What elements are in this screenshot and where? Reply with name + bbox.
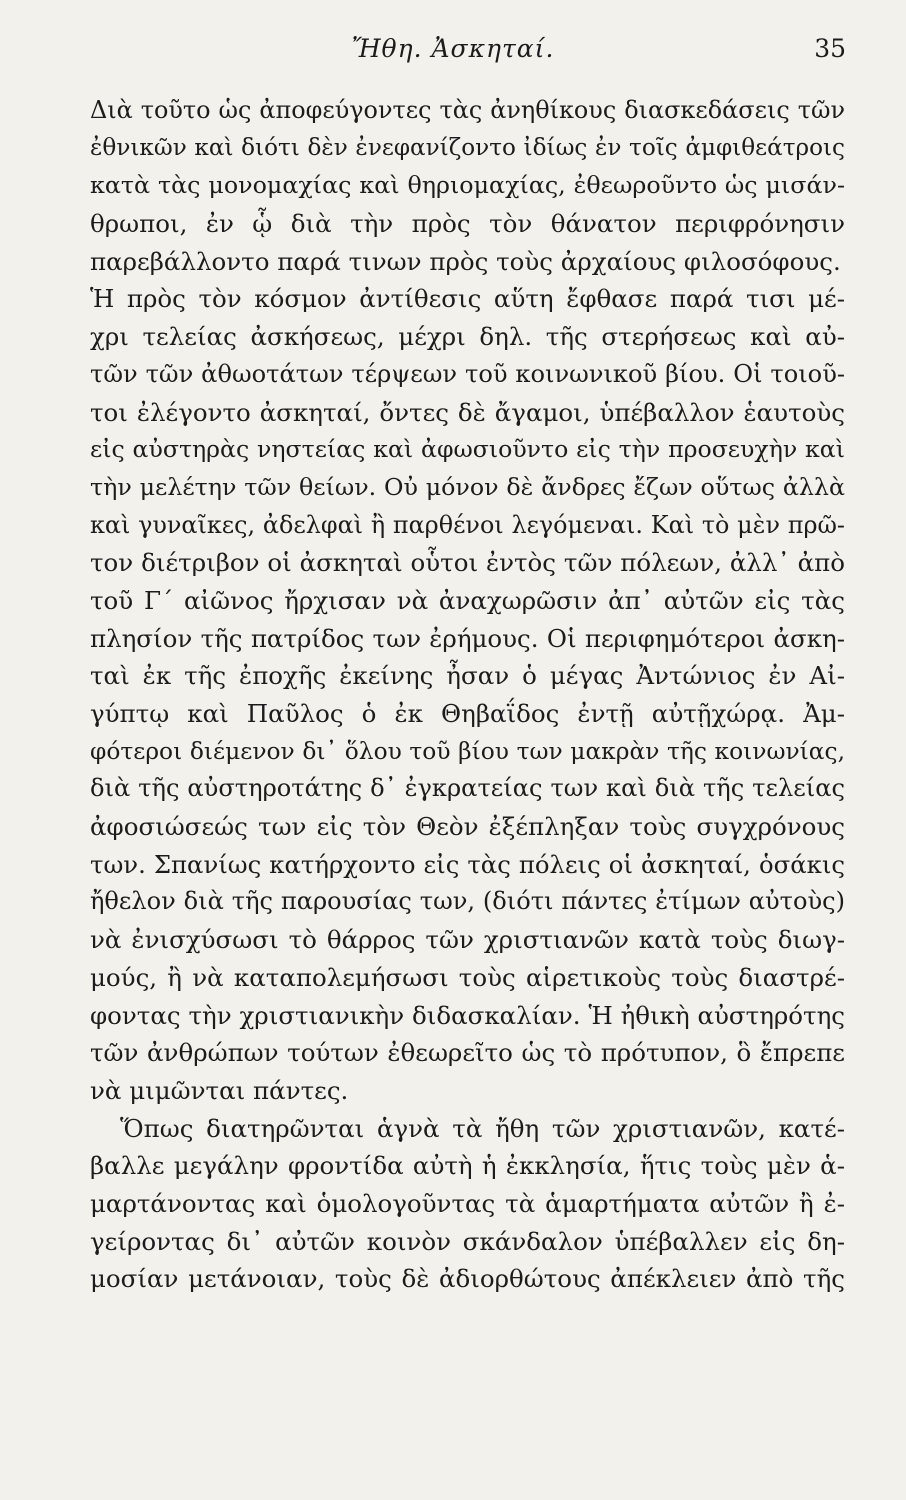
text-line: γύπτῳ καὶ Παῦλος ὁ ἐκ Θηβαΐδος ἐντῇ αὐτῇχώρᾳ. Ἀμ- [90, 699, 845, 728]
text-line: Ὅπως διατηρῶνται ἁγνὰ τὰ ἤθη τῶν χριστιανῶν, κατέ- [120, 1113, 845, 1143]
text-line: εἰς αὐστηρὰς νηστείας καὶ ἀφωσιοῦντο εἰς τὴν προσευχὴν καὶ [90, 435, 845, 464]
text-line: τον διέτριβον οἱ ἀσκηταὶ οὗτοι ἐντὸς τῶν πόλεων, ἀλλ᾽ ἀπὸ [90, 548, 845, 578]
text-line: τοῦ Γ´ αἰῶνος ἤρχισαν νὰ ἀναχωρῶσιν ἀπ᾽ αὐτῶν εἰς τὰς [90, 585, 845, 615]
text-line: μούς, ἢ νὰ καταπολεμήσωσι τοὺς αἱρετικοὺς τοὺς διαστρέ- [90, 962, 845, 992]
text-line: των. Σπανίως κατήρχοντο εἰς τὰς πόλεις οἱ ἀσκηταί, ὁσάκις [90, 849, 845, 879]
text-line: τοι ἐλέγοντο ἀσκηταί, ὄντες δὲ ἄγαμοι, ὑπέβαλλον ἑαυτοὺς [90, 397, 845, 427]
text-line: τῶν τῶν ἀθωοτάτων τέρψεων τοῦ κοινωνικοῦ βίου. Οἱ τοιοῦ- [90, 359, 845, 388]
text-line: Ἡ πρὸς τὸν κόσμον ἀντίθεσις αὕτη ἔφθασε παρά τισι μέ- [90, 284, 845, 314]
text-line: καὶ γυναῖκες, ἀδελφαὶ ἢ παρθένοι λεγόμεναι. Καὶ τὸ μὲν πρῶ- [90, 510, 845, 539]
running-head [0, 34, 906, 64]
text-line: παρεβάλλοντο παρά τινων πρὸς τοὺς ἀρχαίους φιλοσόφους. [90, 246, 841, 276]
text-line: τὴν μελέτην τῶν θείων. Οὐ μόνον δὲ ἄνδρες ἔζων οὕτως ἀλλὰ [90, 472, 845, 501]
text-line: κατὰ τὰς μονομαχίας καὶ θηριομαχίας, ἐθεωροῦντο ὡς μισάν- [90, 171, 845, 200]
text-line: μοσίαν μετάνοιαν, τοὺς δὲ ἀδιορθώτους ἀπέκλειεν ἀπὸ τῆς [90, 1264, 845, 1294]
text-line: χρι τελείας ἀσκήσεως, μέχρι δηλ. τῆς στερήσεως καὶ αὐ- [90, 322, 845, 352]
text-line: ἀφοσιώσεώς των εἰς τὸν Θεὸν ἐξέπληξαν τοὺς συγχρόνους [90, 812, 845, 842]
text-line: βαλλε μεγάλην φροντίδα αὐτὴ ἡ ἐκκλησία, ἥτις τοὺς μὲν ἁ- [90, 1151, 845, 1181]
body-text [90, 92, 845, 1298]
text-line: φότεροι διέμενον δι᾽ ὅλου τοῦ βίου των μακρὰν τῆς κοινωνίας, [90, 737, 845, 765]
text-line: ἤθελον διὰ τῆς παρουσίας των, (διότι πάντες ἐτίμων αὐτοὺς) [90, 887, 845, 916]
text-line: φοντας τὴν χριστιανικὴν διδασκαλίαν. Ἡ ἠθικὴ αὐστηρότης [90, 1000, 845, 1030]
text-line: μαρτάνοντας καὶ ὁμολογοῦντας τὰ ἁμαρτήματα αὐτῶν ἢ ἐ- [90, 1188, 845, 1218]
page-number: 35 [814, 34, 846, 63]
text-line: γείροντας δι᾽ αὐτῶν κοινὸν σκάνδαλον ὑπέβαλλεν εἰς δη- [90, 1226, 845, 1256]
running-title: Ἤθη. Ἀσκηταί. [351, 34, 555, 63]
text-line: νὰ μιμῶνται πάντες. [90, 1075, 349, 1105]
text-line: διὰ τῆς αὐστηροτάτης δ᾽ ἐγκρατείας των καὶ διὰ τῆς τελείας [90, 774, 845, 803]
text-line: πλησίον τῆς πατρίδος των ἐρήμους. Οἱ περιφημότεροι ἀσκη- [90, 623, 845, 653]
text-line: νὰ ἐνισχύσωσι τὸ θάρρος τῶν χριστιανῶν κατὰ τοὺς διωγ- [90, 925, 845, 955]
text-line: τῶν ἀνθρώπων τούτων ἐθεωρεῖτο ὡς τὸ πρότυπον, ὃ ἔπρεπε [90, 1038, 845, 1068]
text-line: ἐθνικῶν καὶ διότι δὲν ἐνεφανίζοντο ἰδίως ἐν τοῖς ἀμφιθεάτροις [90, 134, 845, 161]
text-line: ταὶ ἐκ τῆς ἐποχῆς ἐκείνης ἦσαν ὁ μέγας Ἀντώνιος ἐν Αἰ- [90, 661, 845, 691]
text-line: θρωποι, ἐν ᾧ διὰ τὴν πρὸς τὸν θάνατον περιφρόνησιν [90, 209, 845, 239]
text-line: Διὰ τοῦτο ὡς ἀποφεύγοντες τὰς ἀνηθίκους διασκεδάσεις τῶν [90, 96, 845, 124]
